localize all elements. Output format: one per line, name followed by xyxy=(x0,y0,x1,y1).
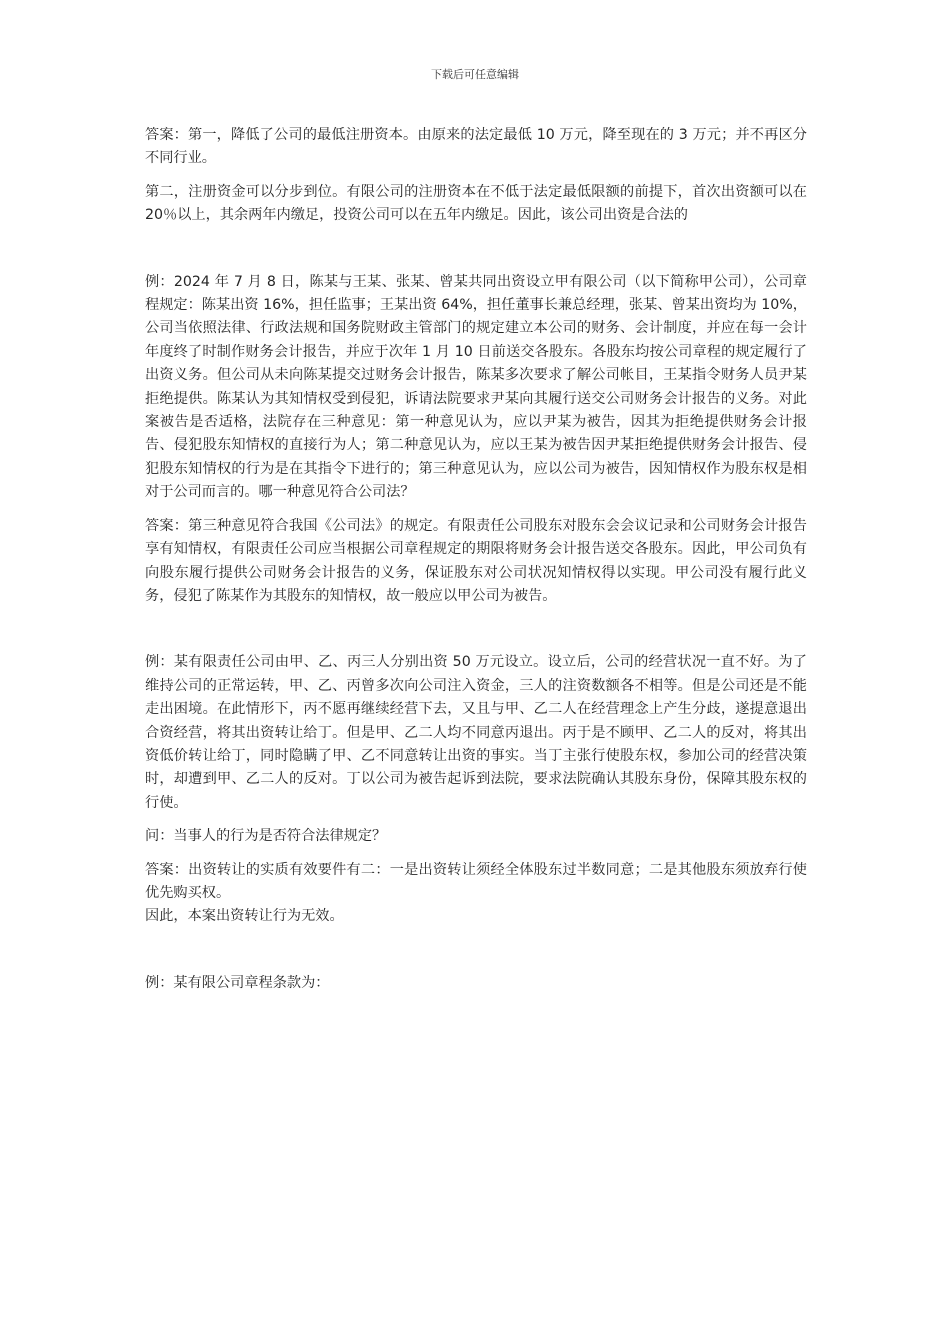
section-gap xyxy=(145,939,807,972)
document-body xyxy=(145,124,807,1005)
page-header: 下载后可任意编辑 xyxy=(431,68,519,81)
answer-paragraph-4: 答案：出资转让的实质有效要件有二：一是出资转让须经全体股东过半数同意；二是其他股东须放弃行使优先购买权。 xyxy=(145,861,807,901)
answer-paragraph-3: 答案：第三种意见符合我国《公司法》的规定。有限责任公司股东对股东会会议记录和公司财务会计报告享有知情权，有限责任公司应当根据公司章程规定的期限将财务会计报告送交各股东。因此，甲公司负有向股东履行提供公司财务会计报告的义务，保证股东对公司状况知情权得以实现。甲公司没有履行此义务，侵犯了陈某作为其股东的知情权，故一般应以甲公司为被告。 xyxy=(145,517,807,604)
case-paragraph-3: 例：某有限公司章程条款为： xyxy=(145,974,330,991)
answer-paragraph-1: 答案：第一，降低了公司的最低注册资本。由原来的法定最低 10 万元，降至现在的 3 万元；并不再区分不同行业。 xyxy=(145,127,807,167)
case-paragraph-1: 例：2024 年 7 月 8 日，陈某与王某、张某、曾某共同出资设立甲有限公司（以下简称甲公司），公司章程规定：陈某出资 16%，担任监事；王某出资 64%，担任董事长兼总经理，张某、曾某出资均为 10%，公司当依照法律、行政法规和国务院财政主管部门的规定建立本公司的财务、会计制度，并应在每一会计年度终了时制作财务会计报告，并应于次年 1 月 10 日前送交各股东。各股东均按公司章程的规定履行了出资义务。但公司从未向陈某提交过财务会计报告，陈某多次要求了解公司帐目，王某指令财务人员尹某拒绝提供。陈某认为其知情权受到侵犯，诉请法院要求尹某向其履行送交公司财务会计报告的义务。对此案被告是否适格，法院存在三种意见：第一种意见认为，应以尹某为被告，因其为拒绝提供财务会计报告、侵犯股东知情权的直接行为人；第二种意见认为，应以王某为被告因尹某拒绝提供财务会计报告、侵犯股东知情权的行为是在其指令下进行的；第三种意见认为，应以公司为被告，因知情权作为股东权是相对于公司而言的。哪一种意见符合公司法？ xyxy=(145,273,807,501)
section-gap xyxy=(145,618,807,651)
case-paragraph-2: 例：某有限责任公司由甲、乙、丙三人分别出资 50 万元设立。设立后，公司的经营状况一直不好。为了维持公司的正常运转，甲、乙、丙曾多次向公司注入资金，三人的注资数额各不相等。但是公司还是不能走出困境。在此情形下，丙不愿再继续经营下去，又且与甲、乙二人在经营理念上产生分歧，遂提意退出合资经营，将其出资转让给丁。但是甲、乙二人均不同意丙退出。丙于是不顾甲、乙二人的反对，将其出资低价转让给丁，同时隐瞒了甲、乙不同意转让出资的事实。当丁主张行使股东权，参加公司的经营决策时，却遭到甲、乙二人的反对。丁以公司为被告起诉到法院，要求法院确认其股东身份，保障其股东权的行使。 xyxy=(145,654,807,811)
question-paragraph: 问：当事人的行为是否符合法律规定？ xyxy=(145,828,387,845)
answer-paragraph-2: 第二，注册资金可以分步到位。有限公司的注册资本在不低于法定最低限额的前提下，首次出资额可以在 20％以上，其余两年内缴足，投资公司可以在五年内缴足。因此，该公司出资是合法的 xyxy=(145,183,807,224)
section-gap xyxy=(145,238,807,271)
conclusion-paragraph: 因此，本案出资转让行为无效。 xyxy=(145,908,344,925)
